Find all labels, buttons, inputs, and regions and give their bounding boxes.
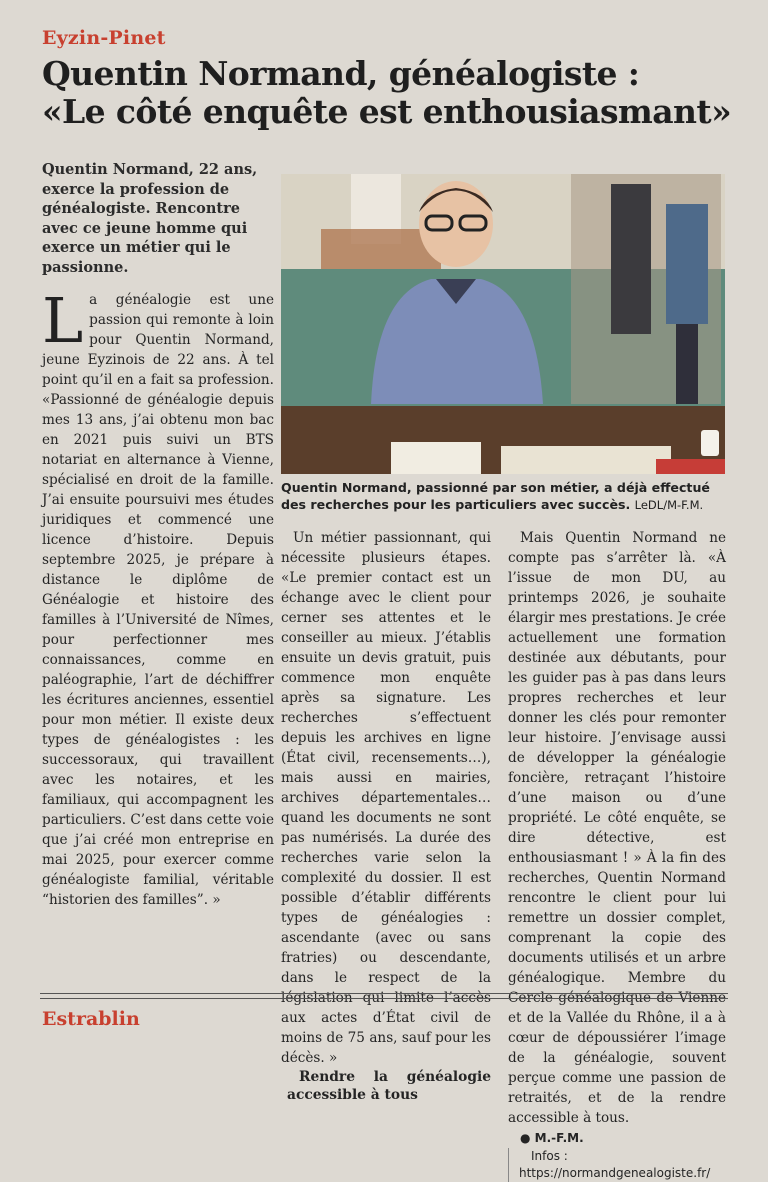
article-signature: ● M.-F.M. — [520, 1131, 584, 1145]
section-divider — [40, 993, 728, 999]
article-lead: Quentin Normand, 22 ans, exerce la profession de généalogiste. Rencontre avec ce jeune homme qui exerce un métier qui le passionne. — [42, 161, 258, 276]
paragraph-1-text: a généalogie est une passion qui remonte à loin pour Quentin Normand, jeune Eyzinois de 22 ans. À tel point qu’il en a fait sa profession. «Passionné de généalogie depuis mes 13 ans, j’ai obtenu mon bac en 2021 puis suivi un BTS notariat en alternance à Vienne, spécialisé en droit de la famille. J’ai ensuite poursuivi mes études juridiques et commencé une licence d’histoire. Depuis septembre 2025, je prépare à distance le diplôme de Généalogie et histoire des familles à l’Université de Nîmes, pour perfectionner mes connaissances, comme en paléographie, l’art de déchiffrer les écritures anciennes, essentiel pour mon métier. Il existe deux types de généalogistes : les successoraux, qui travaillent avec les notaires, et les familiaux, qui accompagnent les particuliers. C’est dans cette voie que j’ai créé mon entreprise en mai 2025, pour exercer comme généalogiste familial, véritable “historien des familles”. » — [42, 292, 274, 908]
headline-line-2: «Le côté enquête est enthousiasmant» — [42, 92, 732, 131]
article-column-3 — [508, 528, 726, 1182]
headline — [42, 55, 742, 131]
section-rubric: Eyzin-Pinet — [42, 27, 166, 49]
photo-caption-text: Quentin Normand, passionné par son métier, a déjà effectué des recherches pour les particuliers avec succès. — [281, 480, 710, 512]
article-subhead: Rendre la généalogie accessible à tous — [287, 1069, 491, 1103]
article-paragraph-1 — [42, 284, 274, 910]
article-infos: Infos : https://normandgenealogiste.fr/ — [508, 1148, 726, 1182]
photo-credit: LeDL/M-F.M. — [634, 498, 704, 512]
headline-line-1: Quentin Normand, généalogiste : — [42, 54, 640, 93]
next-section-rubric: Estrablin — [42, 1008, 140, 1030]
article-paragraph-3: Mais Quentin Normand ne compte pas s’arrêter là. «À l’issue de mon DU, au printemps 2026, je souhaite élargir mes prestations. Je crée actuellement une formation destinée aux débutants, pour les guider pas à pas dans leurs propres recherches et leur donner les clés pour remonter leur histoire. J’envisage aussi de développer la généalogie foncière, retraçant l’histoire d’une maison ou d’une propriété. Le côté enquête, se dire détective, est enthousiasmant ! » À la fin des recherches, Quentin Normand rencontre le client pour lui remettre un dossier complet, comprenant la copie des documents utilisés et un arbre généalogique. Membre du Cercle généalogique de Vienne et de la Vallée du Rhône, il a à cœur de dépoussiérer l’image de la généalogie, souvent perçue comme une passion de retraités, et de la rendre accessible à tous. — [508, 530, 726, 1126]
article-column-2 — [281, 528, 491, 1104]
photo-caption — [281, 479, 727, 514]
dropcap: L — [42, 284, 84, 357]
article-photo — [281, 174, 725, 474]
article-column-1 — [42, 284, 274, 910]
article-paragraph-2: Un métier passionnant, qui nécessite plusieurs étapes. «Le premier contact est un échange avec le client pour cerner ses attentes et le conseiller au mieux. J’établis ensuite un devis gratuit, puis commence mon enquête après sa signature. Les recherches s’effectuent depuis les archives en ligne (État civil, recensements…), mais aussi en mairies, archives départementales… quand les documents ne sont pas numérisés. La durée des recherches varie selon la complexité du dossier. Il est possible d’établir différents types de généalogies : ascendante (avec ou sans fratries) ou descendante, dans le respect de la législation qui limite l’accès aux actes d’État civil de moins de 75 ans, sauf pour les décès. » — [281, 530, 491, 1066]
photo-illustration — [281, 174, 725, 474]
